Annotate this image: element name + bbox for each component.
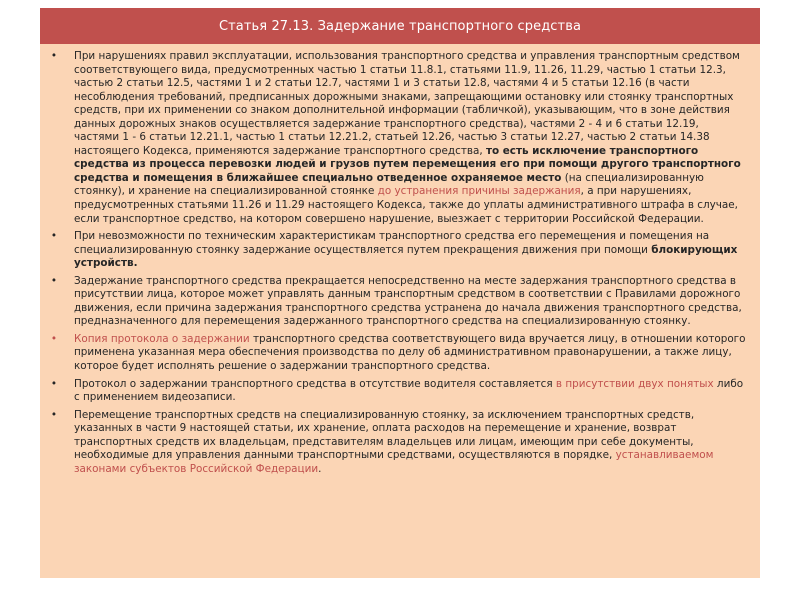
highlight-red: до устранения причины задержания: [377, 185, 581, 198]
bullet-list: [48, 50, 746, 476]
bold-blocking: блокирующих устройств.: [74, 243, 738, 270]
text: При нарушениях правил эксплуатации, использования транспортного средства и управления транспортным средством соответствующего вида, предусмотренных частью 1 статьи 11.8.1, статьями 11.9, 11.26, 11.29, частью 1 статьи 12.3, частью 2 статьи 12.5, частями 1 и 2 статьи 12.7, частями 1 и 3 статьи 12.8, частями 4 и 5 статьи 12.16 (в части несоблюдения требований, предписанных дорожными знаками, запрещающими остановку или стоянку транспортных средств, при их применении со знаком дополнительной информации (табличкой), указывающим, что в зоне действия данных дорожных знаков осуществляется задержание транспортного средства), частями 2 - 4 и 6 статьи 12.19, частями 1 - 6 статьи 12.21.1, частью 1 статьи 12.21.2, статьей 12.26, частью 3 статьи 12.27, частью 2 статьи 14.38 настоящего Кодекса, применяются задержание транспортного средства,: [74, 50, 740, 157]
highlight-red: Копия протокола о задержании: [74, 332, 250, 345]
paragraph-detention-grounds: [48, 50, 746, 226]
text: транспортного средства соответствующего вида вручается лицу, в отношении которого применена указанная мера обеспечения производства по делу об административном правонарушении, а также лицу, которое будет исполнять решение о задержании транспортного средства.: [74, 332, 746, 373]
paragraph-termination: [48, 275, 746, 329]
bullet-icon: •: [50, 332, 58, 345]
slide: [40, 8, 760, 578]
bold-definition: то есть исключение транспортного средства из процесса перевозки людей и грузов путем перемещения его при помощи другого транспортного средства и помещения в ближайшее специально отведенное охраняемое место: [74, 144, 741, 184]
slide-content: [40, 44, 760, 476]
slide-title: Статья 27.13. Задержание транспортного средства: [218, 18, 582, 34]
paragraph-protocol-copy: [48, 333, 746, 374]
text: Перемещение транспортных средств на специализированную стоянку, за исключением транспортных средств, указанных в части 9 настоящей статьи, их хранение, оплата расходов на перемещение и хранение, возврат транспортных средств их владельцам, представителям владельцев или лицам, имеющим при себе документы, необходимые для управления данными транспортными средствами, осуществляются в порядке,: [74, 408, 695, 462]
bullet-icon: •: [50, 408, 58, 421]
text: , а при нарушениях, предусмотренных статьями 11.26 и 11.29 настоящего Кодекса, также до уплаты административного штрафа в случае, если транспортное средство, на котором совершено нарушение, выезжает с территории Российской Федерации.: [74, 185, 738, 225]
text: (на специализированную стоянку), и хранение на специализированной стоянке: [74, 171, 704, 198]
paragraph-storage-procedure: [48, 409, 746, 477]
highlight-red: устанавливаемом законами субъектов Российской Федерации: [74, 449, 714, 475]
bullet-icon: •: [50, 50, 58, 62]
slide-title-bar: [40, 8, 760, 44]
text: Протокол о задержании транспортного средства в отсутствие водителя составляется: [74, 377, 556, 390]
bullet-icon: •: [50, 230, 58, 243]
text: либо с применением видеозаписи.: [74, 377, 744, 404]
text: Задержание транспортного средства прекращается непосредственно на месте задержания транспортного средства в присутствии лица, которое может управлять данным транспортным средством в соответствии с Правилами дорожного движения, если причина задержания транспортного средства устранена до начала движения транспортного средства, предназначенного для перемещения задержанного транспортного средства на специализированную стоянку.: [74, 274, 742, 328]
bullet-icon: •: [50, 274, 58, 287]
text: .: [318, 462, 322, 475]
paragraph-blocking-devices: [48, 230, 746, 271]
paragraph-witnesses: [48, 378, 746, 405]
bullet-icon: •: [50, 377, 58, 390]
text: При невозможности по техническим характеристикам транспортного средства его перемещения и помещения на специализированную стоянку задержание осуществляется путем прекращения движения при помощи: [74, 230, 710, 256]
highlight-red: в присутствии двух понятых: [555, 377, 714, 390]
